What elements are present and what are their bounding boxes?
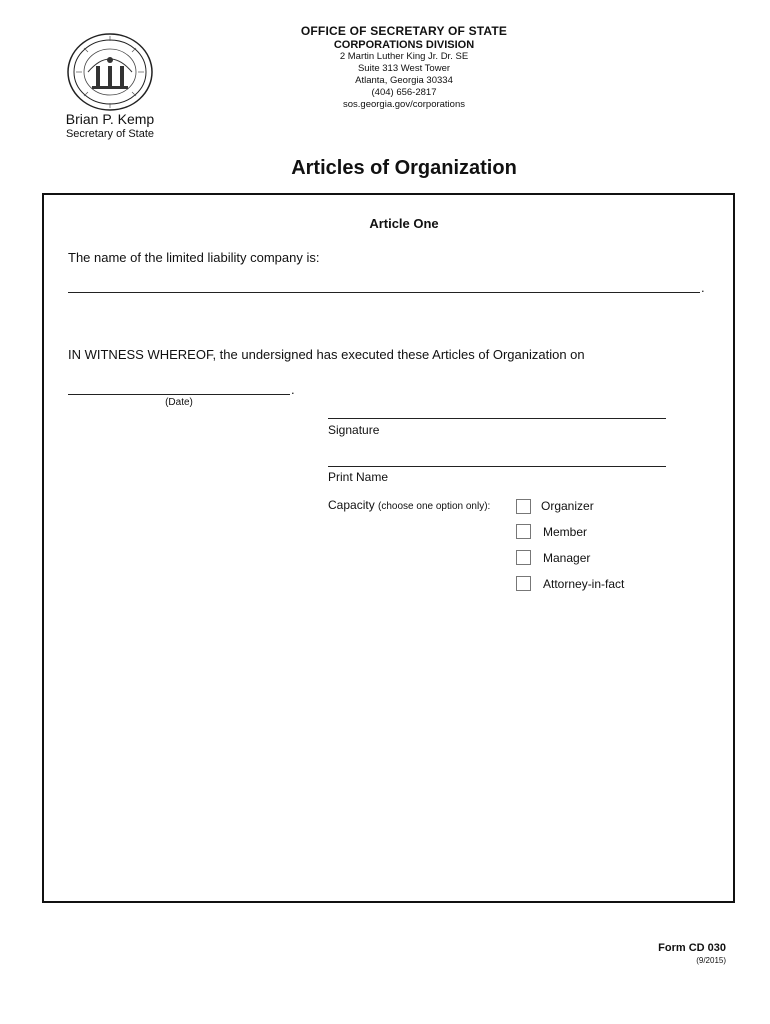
date-period: .	[291, 382, 295, 397]
member-option-label: Member	[543, 525, 588, 539]
print-name-field[interactable]	[328, 466, 666, 467]
attorney-in-fact-option-label: Attorney-in-fact	[543, 577, 625, 591]
company-name-field[interactable]	[68, 292, 700, 293]
website-url: sos.georgia.gov/corporations	[343, 99, 465, 110]
state-seal	[66, 32, 154, 112]
organizer-checkbox[interactable]	[516, 499, 531, 514]
address-line: Suite 313 West Tower	[357, 63, 451, 74]
office-title: OFFICE OF SECRETARY OF STATE	[300, 24, 508, 38]
attorney-in-fact-checkbox[interactable]	[516, 576, 531, 591]
document-title: Articles of Organization	[291, 157, 517, 179]
form-revision-date: (9/2015)	[696, 956, 726, 965]
organizer-option-label: Organizer	[541, 499, 594, 513]
state-seal-icon	[66, 32, 154, 112]
address-line: 2 Martin Luther King Jr. Dr. SE	[339, 51, 469, 62]
signature-caption: Signature	[328, 423, 380, 437]
witness-statement: IN WITNESS WHEREOF, the undersigned has executed these Articles of Organization on	[68, 347, 585, 362]
capacity-label	[328, 498, 490, 512]
capacity-label-text: Capacity	[328, 498, 375, 512]
name-period: .	[701, 280, 705, 295]
date-caption: (Date)	[165, 397, 193, 408]
company-name-label: The name of the limited liability company is:	[68, 250, 320, 265]
signature-field[interactable]	[328, 418, 666, 419]
capacity-note: (choose one option only):	[378, 501, 491, 512]
print-name-caption: Print Name	[328, 470, 389, 484]
member-checkbox[interactable]	[516, 524, 531, 539]
address-line: Atlanta, Georgia 30334	[355, 75, 453, 86]
manager-option-label: Manager	[543, 551, 591, 565]
form-id: Form CD 030	[658, 942, 726, 954]
official-title: Secretary of State	[65, 128, 155, 140]
office-address-block	[254, 24, 554, 111]
form-box	[42, 193, 735, 903]
manager-checkbox[interactable]	[516, 550, 531, 565]
division-name: CORPORATIONS DIVISION	[333, 39, 475, 51]
official-name: Brian P. Kemp	[65, 111, 155, 127]
phone-number: (404) 656-2817	[371, 87, 437, 98]
article-heading: Article One	[369, 216, 439, 231]
date-field[interactable]	[68, 394, 290, 395]
